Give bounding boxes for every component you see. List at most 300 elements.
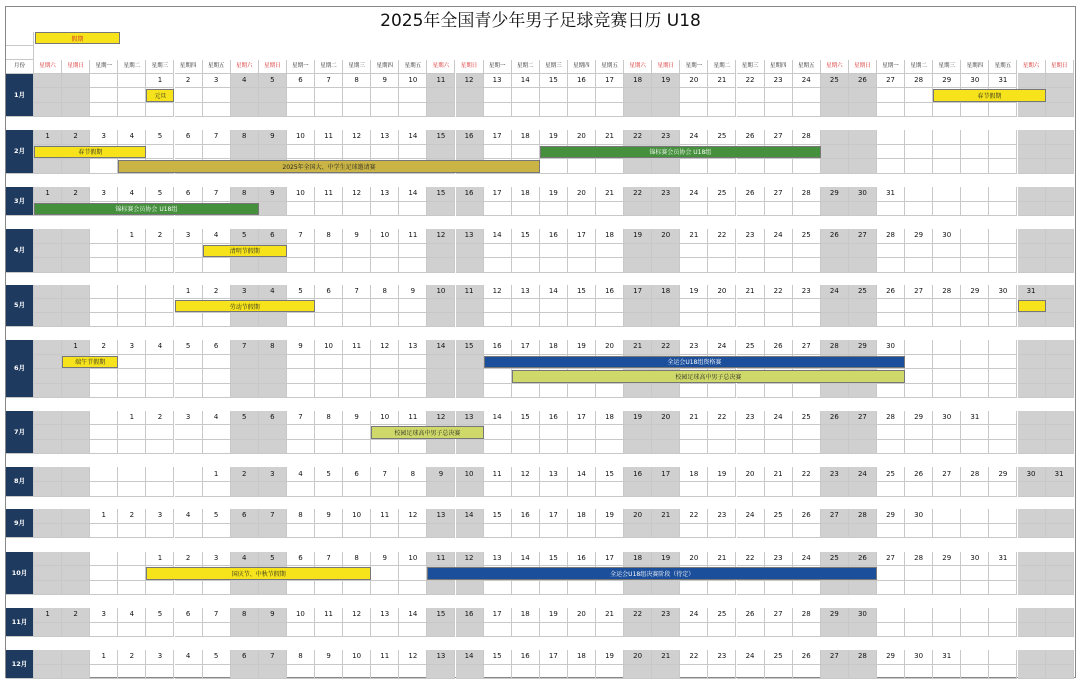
event-cell — [512, 623, 540, 638]
day-cell: 25 — [877, 467, 905, 482]
day-cell: 2 — [62, 608, 90, 623]
event-cell — [62, 425, 90, 439]
event-cell — [737, 623, 765, 638]
event-cell — [456, 384, 484, 399]
event-bar: 春节假期 — [34, 146, 146, 159]
event-cell — [793, 384, 821, 399]
event-cell — [933, 566, 961, 580]
day-cell: 16 — [456, 187, 484, 202]
event-cell — [231, 524, 259, 539]
event-cell — [118, 258, 146, 273]
event-cell — [793, 623, 821, 638]
event-cell — [427, 299, 455, 313]
event-cell — [652, 425, 680, 439]
day-cell: 13 — [427, 509, 455, 524]
event-cell — [146, 440, 174, 454]
day-cell: 20 — [568, 187, 596, 202]
day-cell: 6 — [231, 509, 259, 524]
day-cell — [62, 552, 90, 566]
event-cell — [680, 665, 708, 680]
day-cell: 19 — [652, 552, 680, 566]
day-cell: 2 — [90, 340, 118, 355]
day-cell — [1046, 285, 1074, 299]
event-cell — [484, 665, 512, 680]
event-cell — [961, 244, 989, 259]
event-cell — [371, 581, 399, 595]
event-cell — [989, 440, 1017, 454]
event-cell — [456, 482, 484, 497]
day-cell: 26 — [737, 608, 765, 623]
day-cell: 11 — [456, 285, 484, 299]
day-cell: 4 — [118, 130, 146, 145]
event-cell — [512, 88, 540, 102]
day-cell — [849, 130, 877, 145]
day-cell — [118, 552, 146, 566]
day-cell: 3 — [175, 411, 203, 425]
day-cell — [1046, 509, 1074, 524]
event-cell — [427, 482, 455, 497]
event-cell — [680, 299, 708, 313]
event-cell — [456, 369, 484, 384]
day-cell: 5 — [231, 411, 259, 425]
day-cell: 1 — [34, 608, 62, 623]
event-cell — [821, 145, 849, 160]
event-cell — [484, 244, 512, 259]
event-cell — [765, 581, 793, 595]
month-label: 6月 — [6, 340, 34, 398]
event-cell — [287, 313, 315, 327]
day-cell: 4 — [231, 74, 259, 88]
day-cell — [1046, 411, 1074, 425]
event-cell — [399, 440, 427, 454]
day-cell: 15 — [512, 411, 540, 425]
event-cell — [399, 566, 427, 580]
day-cell: 28 — [793, 187, 821, 202]
day-cell: 11 — [399, 411, 427, 425]
weekday-header: 星期日 — [849, 60, 877, 74]
event-cell — [287, 369, 315, 384]
event-cell — [849, 244, 877, 259]
event-cell — [343, 258, 371, 273]
day-cell — [1046, 650, 1074, 665]
day-cell: 18 — [568, 650, 596, 665]
event-cell — [62, 159, 90, 174]
event-cell — [989, 623, 1017, 638]
day-cell: 22 — [680, 650, 708, 665]
day-cell: 20 — [680, 74, 708, 88]
event-cell — [484, 581, 512, 595]
day-cell: 3 — [90, 608, 118, 623]
event-cell — [652, 440, 680, 454]
day-cell — [933, 340, 961, 355]
event-cell — [62, 258, 90, 273]
event-cell — [737, 202, 765, 217]
event-cell — [961, 159, 989, 174]
day-cell: 8 — [371, 285, 399, 299]
day-cell — [989, 187, 1017, 202]
weekday-header: 星期六 — [427, 60, 455, 74]
day-cell: 11 — [399, 229, 427, 244]
event-cell — [905, 103, 933, 117]
event-cell — [737, 482, 765, 497]
day-cell: 26 — [765, 340, 793, 355]
event-cell — [765, 482, 793, 497]
event-cell — [933, 665, 961, 680]
event-cell — [146, 258, 174, 273]
day-cell — [989, 650, 1017, 665]
day-cell: 20 — [708, 285, 736, 299]
event-cell — [315, 258, 343, 273]
event-cell — [203, 623, 231, 638]
event-cell — [62, 581, 90, 595]
event-cell — [512, 202, 540, 217]
event-cell — [1046, 145, 1074, 160]
weekday-header: 星期日 — [652, 60, 680, 74]
event-cell — [596, 258, 624, 273]
event-cell — [315, 665, 343, 680]
event-cell — [34, 88, 62, 102]
event-cell — [1018, 355, 1046, 370]
day-cell: 11 — [371, 509, 399, 524]
weekday-header: 星期三 — [146, 60, 174, 74]
day-cell: 8 — [231, 130, 259, 145]
day-cell: 8 — [343, 74, 371, 88]
event-cell — [989, 244, 1017, 259]
event-cell — [399, 313, 427, 327]
day-cell: 2 — [146, 411, 174, 425]
event-cell — [849, 425, 877, 439]
event-cell — [708, 581, 736, 595]
event-cell — [849, 88, 877, 102]
event-cell — [680, 244, 708, 259]
event-cell — [34, 299, 62, 313]
event-cell — [793, 258, 821, 273]
event-cell — [708, 384, 736, 399]
day-cell: 14 — [484, 229, 512, 244]
day-cell: 30 — [1018, 467, 1046, 482]
day-cell: 21 — [708, 74, 736, 88]
event-cell — [456, 524, 484, 539]
event-cell — [737, 103, 765, 117]
day-cell: 28 — [793, 608, 821, 623]
day-cell: 21 — [624, 340, 652, 355]
event-cell — [231, 103, 259, 117]
weekday-header: 星期二 — [315, 60, 343, 74]
event-cell — [708, 159, 736, 174]
event-cell — [175, 103, 203, 117]
event-cell — [933, 369, 961, 384]
day-cell: 13 — [371, 130, 399, 145]
day-cell: 13 — [399, 340, 427, 355]
day-cell — [1018, 130, 1046, 145]
event-bar: 锦标赛会员协会 U18组 — [34, 203, 259, 216]
day-cell: 31 — [877, 187, 905, 202]
event-cell — [821, 425, 849, 439]
event-cell — [456, 313, 484, 327]
day-cell — [34, 74, 62, 88]
event-cell — [961, 145, 989, 160]
event-cell — [259, 581, 287, 595]
day-cell: 16 — [624, 467, 652, 482]
month-label: 7月 — [6, 411, 34, 454]
event-cell — [933, 581, 961, 595]
event-cell — [821, 623, 849, 638]
event-cell — [371, 299, 399, 313]
day-cell: 1 — [90, 650, 118, 665]
day-cell: 23 — [821, 467, 849, 482]
day-cell: 6 — [175, 187, 203, 202]
weekday-header: 星期四 — [765, 60, 793, 74]
event-cell — [1046, 384, 1074, 399]
event-cell — [680, 524, 708, 539]
event-cell — [118, 384, 146, 399]
event-cell — [624, 524, 652, 539]
event-cell — [34, 425, 62, 439]
event-cell — [203, 482, 231, 497]
event-cell — [1046, 103, 1074, 117]
event-cell — [399, 355, 427, 370]
day-cell: 11 — [315, 187, 343, 202]
event-cell — [90, 258, 118, 273]
event-cell — [512, 384, 540, 399]
event-cell — [456, 103, 484, 117]
event-cell — [1046, 355, 1074, 370]
day-cell: 28 — [849, 650, 877, 665]
event-cell — [146, 103, 174, 117]
event-cell — [540, 623, 568, 638]
event-cell — [90, 524, 118, 539]
event-cell — [287, 623, 315, 638]
event-cell — [231, 482, 259, 497]
event-cell — [877, 384, 905, 399]
event-cell — [1018, 313, 1046, 327]
event-cell — [484, 299, 512, 313]
day-cell: 7 — [287, 411, 315, 425]
event-cell — [175, 88, 203, 102]
day-cell: 5 — [203, 650, 231, 665]
event-cell — [427, 524, 455, 539]
event-cell — [652, 524, 680, 539]
day-cell: 25 — [849, 285, 877, 299]
event-cell — [343, 623, 371, 638]
day-cell: 10 — [456, 467, 484, 482]
day-cell: 18 — [512, 187, 540, 202]
event-cell — [877, 202, 905, 217]
event-cell — [90, 665, 118, 680]
event-cell — [90, 482, 118, 497]
day-cell: 10 — [287, 187, 315, 202]
day-cell: 17 — [596, 74, 624, 88]
event-cell — [596, 202, 624, 217]
event-cell — [456, 665, 484, 680]
day-cell: 12 — [456, 552, 484, 566]
day-cell: 24 — [765, 229, 793, 244]
event-cell — [989, 299, 1017, 313]
event-cell — [737, 258, 765, 273]
event-cell — [146, 145, 174, 160]
month-label: 11月 — [6, 608, 34, 637]
day-cell: 29 — [877, 509, 905, 524]
event-cell — [90, 440, 118, 454]
event-cell — [175, 482, 203, 497]
day-cell: 23 — [708, 650, 736, 665]
event-cell — [737, 440, 765, 454]
month-label: 10月 — [6, 552, 34, 595]
event-cell — [34, 313, 62, 327]
event-cell — [877, 524, 905, 539]
day-cell: 15 — [512, 229, 540, 244]
day-cell: 4 — [146, 340, 174, 355]
day-cell: 21 — [708, 552, 736, 566]
day-cell — [961, 650, 989, 665]
day-cell: 1 — [146, 74, 174, 88]
event-cell — [961, 202, 989, 217]
day-cell: 13 — [484, 74, 512, 88]
day-cell: 7 — [315, 552, 343, 566]
event-cell — [989, 258, 1017, 273]
day-cell: 20 — [652, 229, 680, 244]
event-cell — [540, 313, 568, 327]
event-cell — [596, 665, 624, 680]
day-cell: 20 — [680, 552, 708, 566]
event-bar: 清明节假期 — [203, 245, 287, 258]
event-cell — [175, 440, 203, 454]
event-cell — [203, 369, 231, 384]
day-cell — [933, 187, 961, 202]
day-cell: 12 — [399, 509, 427, 524]
day-cell — [1018, 552, 1046, 566]
day-cell: 9 — [427, 467, 455, 482]
event-cell — [821, 313, 849, 327]
day-cell: 19 — [568, 340, 596, 355]
day-cell — [1018, 411, 1046, 425]
event-cell — [343, 299, 371, 313]
event-cell — [203, 524, 231, 539]
day-cell: 14 — [427, 340, 455, 355]
day-cell: 25 — [821, 74, 849, 88]
event-cell — [708, 482, 736, 497]
day-cell: 7 — [287, 229, 315, 244]
event-cell — [961, 623, 989, 638]
month-header: 月份 — [6, 60, 34, 74]
event-cell — [540, 440, 568, 454]
day-cell — [905, 187, 933, 202]
event-cell — [568, 482, 596, 497]
day-cell: 10 — [343, 509, 371, 524]
day-cell: 15 — [568, 285, 596, 299]
event-cell — [568, 581, 596, 595]
event-cell — [231, 258, 259, 273]
day-cell: 9 — [315, 509, 343, 524]
event-cell — [315, 384, 343, 399]
event-cell — [568, 244, 596, 259]
day-cell: 20 — [624, 650, 652, 665]
day-cell: 29 — [821, 187, 849, 202]
day-cell: 14 — [568, 467, 596, 482]
weekday-header: 星期四 — [568, 60, 596, 74]
event-cell — [961, 103, 989, 117]
day-cell: 11 — [371, 650, 399, 665]
day-cell: 16 — [568, 74, 596, 88]
event-cell — [399, 299, 427, 313]
weekday-header: 星期一 — [680, 60, 708, 74]
event-cell — [905, 524, 933, 539]
event-cell — [708, 244, 736, 259]
event-cell — [287, 581, 315, 595]
event-cell — [287, 202, 315, 217]
event-cell — [90, 566, 118, 580]
weekday-header: 星期五 — [399, 60, 427, 74]
event-cell — [877, 159, 905, 174]
day-cell: 27 — [877, 74, 905, 88]
day-cell: 18 — [624, 74, 652, 88]
day-cell: 17 — [540, 650, 568, 665]
event-cell — [146, 299, 174, 313]
event-cell — [62, 566, 90, 580]
event-cell — [708, 524, 736, 539]
event-cell — [765, 88, 793, 102]
event-cell — [652, 482, 680, 497]
event-cell — [118, 581, 146, 595]
day-cell — [1046, 130, 1074, 145]
event-cell — [90, 369, 118, 384]
event-cell — [399, 244, 427, 259]
event-cell — [849, 313, 877, 327]
day-cell — [175, 467, 203, 482]
event-cell — [933, 355, 961, 370]
event-cell — [1046, 88, 1074, 102]
event-cell — [512, 145, 540, 160]
event-cell — [793, 581, 821, 595]
event-cell — [877, 425, 905, 439]
day-cell: 7 — [203, 130, 231, 145]
event-cell — [877, 145, 905, 160]
day-cell: 29 — [933, 552, 961, 566]
event-cell — [933, 384, 961, 399]
day-cell: 25 — [821, 552, 849, 566]
event-cell — [624, 299, 652, 313]
day-cell: 29 — [989, 467, 1017, 482]
event-cell — [540, 665, 568, 680]
day-cell: 6 — [175, 130, 203, 145]
day-cell: 17 — [568, 229, 596, 244]
event-cell — [1018, 524, 1046, 539]
weekday-header: 星期三 — [737, 60, 765, 74]
day-cell: 26 — [877, 285, 905, 299]
day-cell: 15 — [596, 467, 624, 482]
day-cell: 1 — [146, 552, 174, 566]
day-cell: 3 — [259, 467, 287, 482]
event-cell — [905, 665, 933, 680]
event-cell — [34, 369, 62, 384]
day-cell: 6 — [287, 552, 315, 566]
event-cell — [371, 369, 399, 384]
day-cell: 6 — [175, 608, 203, 623]
event-cell — [484, 440, 512, 454]
event-cell — [765, 440, 793, 454]
event-cell — [1046, 425, 1074, 439]
day-cell: 20 — [624, 509, 652, 524]
day-cell: 1 — [34, 130, 62, 145]
day-cell: 4 — [175, 509, 203, 524]
event-cell — [1018, 665, 1046, 680]
day-cell: 9 — [259, 608, 287, 623]
event-cell — [371, 482, 399, 497]
weekday-header: 星期六 — [821, 60, 849, 74]
day-cell: 10 — [399, 74, 427, 88]
event-cell — [933, 623, 961, 638]
event-bar: 全运会U18组决赛阶段（待定） — [427, 567, 877, 579]
